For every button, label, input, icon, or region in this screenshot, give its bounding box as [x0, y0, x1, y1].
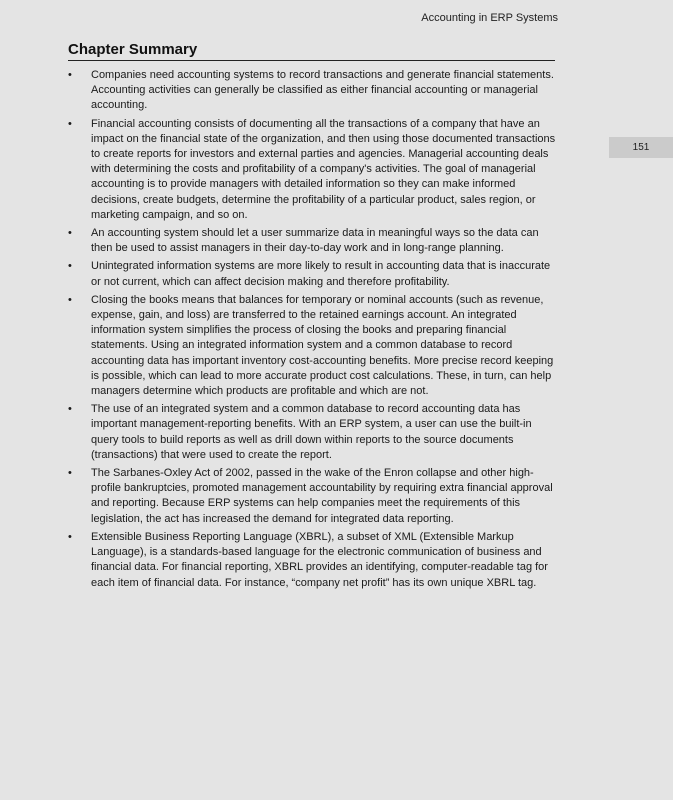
summary-item-text: Financial accounting consists of documenting all the transactions of a company that have an impact on the financial state of the organization, and then using those documented transactions to create reports for investors and external parties and agencies. Managerial accounting deals with determining the costs and profitability of a company's activities. The goal of managerial accounting is to provide managers with detailed information so they can make informed decisions, create budgets, determine the profitability of a particular product, sales region, or marketing campaign, and so on. — [91, 117, 556, 221]
bullet-icon: • — [68, 467, 72, 480]
summary-item — [68, 530, 560, 591]
page-number-tab — [609, 137, 673, 158]
summary-item — [68, 293, 560, 399]
summary-item-text: Companies need accounting systems to record transactions and generate financial statements. Accounting activities can generally be classified as either financial accounting or managerial accounting. — [91, 69, 554, 112]
running-header: Accounting in ERP Systems — [421, 12, 558, 24]
chapter-title: Chapter Summary — [68, 41, 555, 61]
bullet-icon: • — [68, 117, 72, 130]
summary-item-text: Closing the books means that balances for temporary or nominal accounts (such as revenue, expense, gain, and loss) are transferred to the retained earnings account. An integrated information system simplifies the process of closing the books and preparing financial statements. Using an integrated information system and a common database to record accounting data has important inventory cost-accounting benefits. More precise record keeping is possible, which can lead to more accurate product cost calculations. These, in turn, can help managers determine which products are profitable and which are not. — [91, 293, 554, 398]
summary-item-text: An accounting system should let a user summarize data in meaningful ways so the data can then be used to assist managers in their day-to-day work and in long-range planning. — [91, 227, 539, 255]
bullet-icon: • — [68, 69, 72, 81]
summary-item — [68, 117, 560, 223]
summary-item-text: Unintegrated information systems are more likely to result in accounting data that is inaccurate or not current, which can affect decision making and therefore profitability. — [91, 260, 551, 288]
page-number: 151 — [632, 142, 650, 153]
bullet-icon: • — [68, 260, 72, 273]
summary-item-text: The use of an integrated system and a common database to record accounting data has important management-reporting benefits. With an ERP system, a user can use the built-in query tools to build reports as well as drill down within reports to the source documents (transactions) that were used to create the report. — [91, 403, 532, 461]
bullet-icon: • — [68, 403, 72, 416]
bullet-icon: • — [68, 227, 72, 240]
summary-list — [68, 68, 560, 594]
summary-item — [68, 402, 560, 463]
summary-item — [68, 226, 560, 256]
summary-item — [68, 259, 560, 289]
summary-item-text: Extensible Business Reporting Language (XBRL), a subset of XML (Extensible Markup Language), is a standards-based language for the electronic communication of business and financial data. For financial reporting, XBRL provides an identifying, computer-readable tag for each item of financial data. For instance, “company net profit” has its own unique XBRL tag. — [91, 530, 548, 589]
bullet-icon: • — [68, 530, 72, 543]
summary-item — [68, 68, 560, 114]
summary-item — [68, 466, 560, 527]
summary-item-text: The Sarbanes-Oxley Act of 2002, passed in the wake of the Enron collapse and other high-profile bankruptcies, promoted management accountability by requiring extra financial approval and reporting. Because ERP systems can help companies meet the requirements of this legislation, the act has increased the demand for integrated data reporting. — [91, 467, 553, 525]
bullet-icon: • — [68, 293, 72, 306]
